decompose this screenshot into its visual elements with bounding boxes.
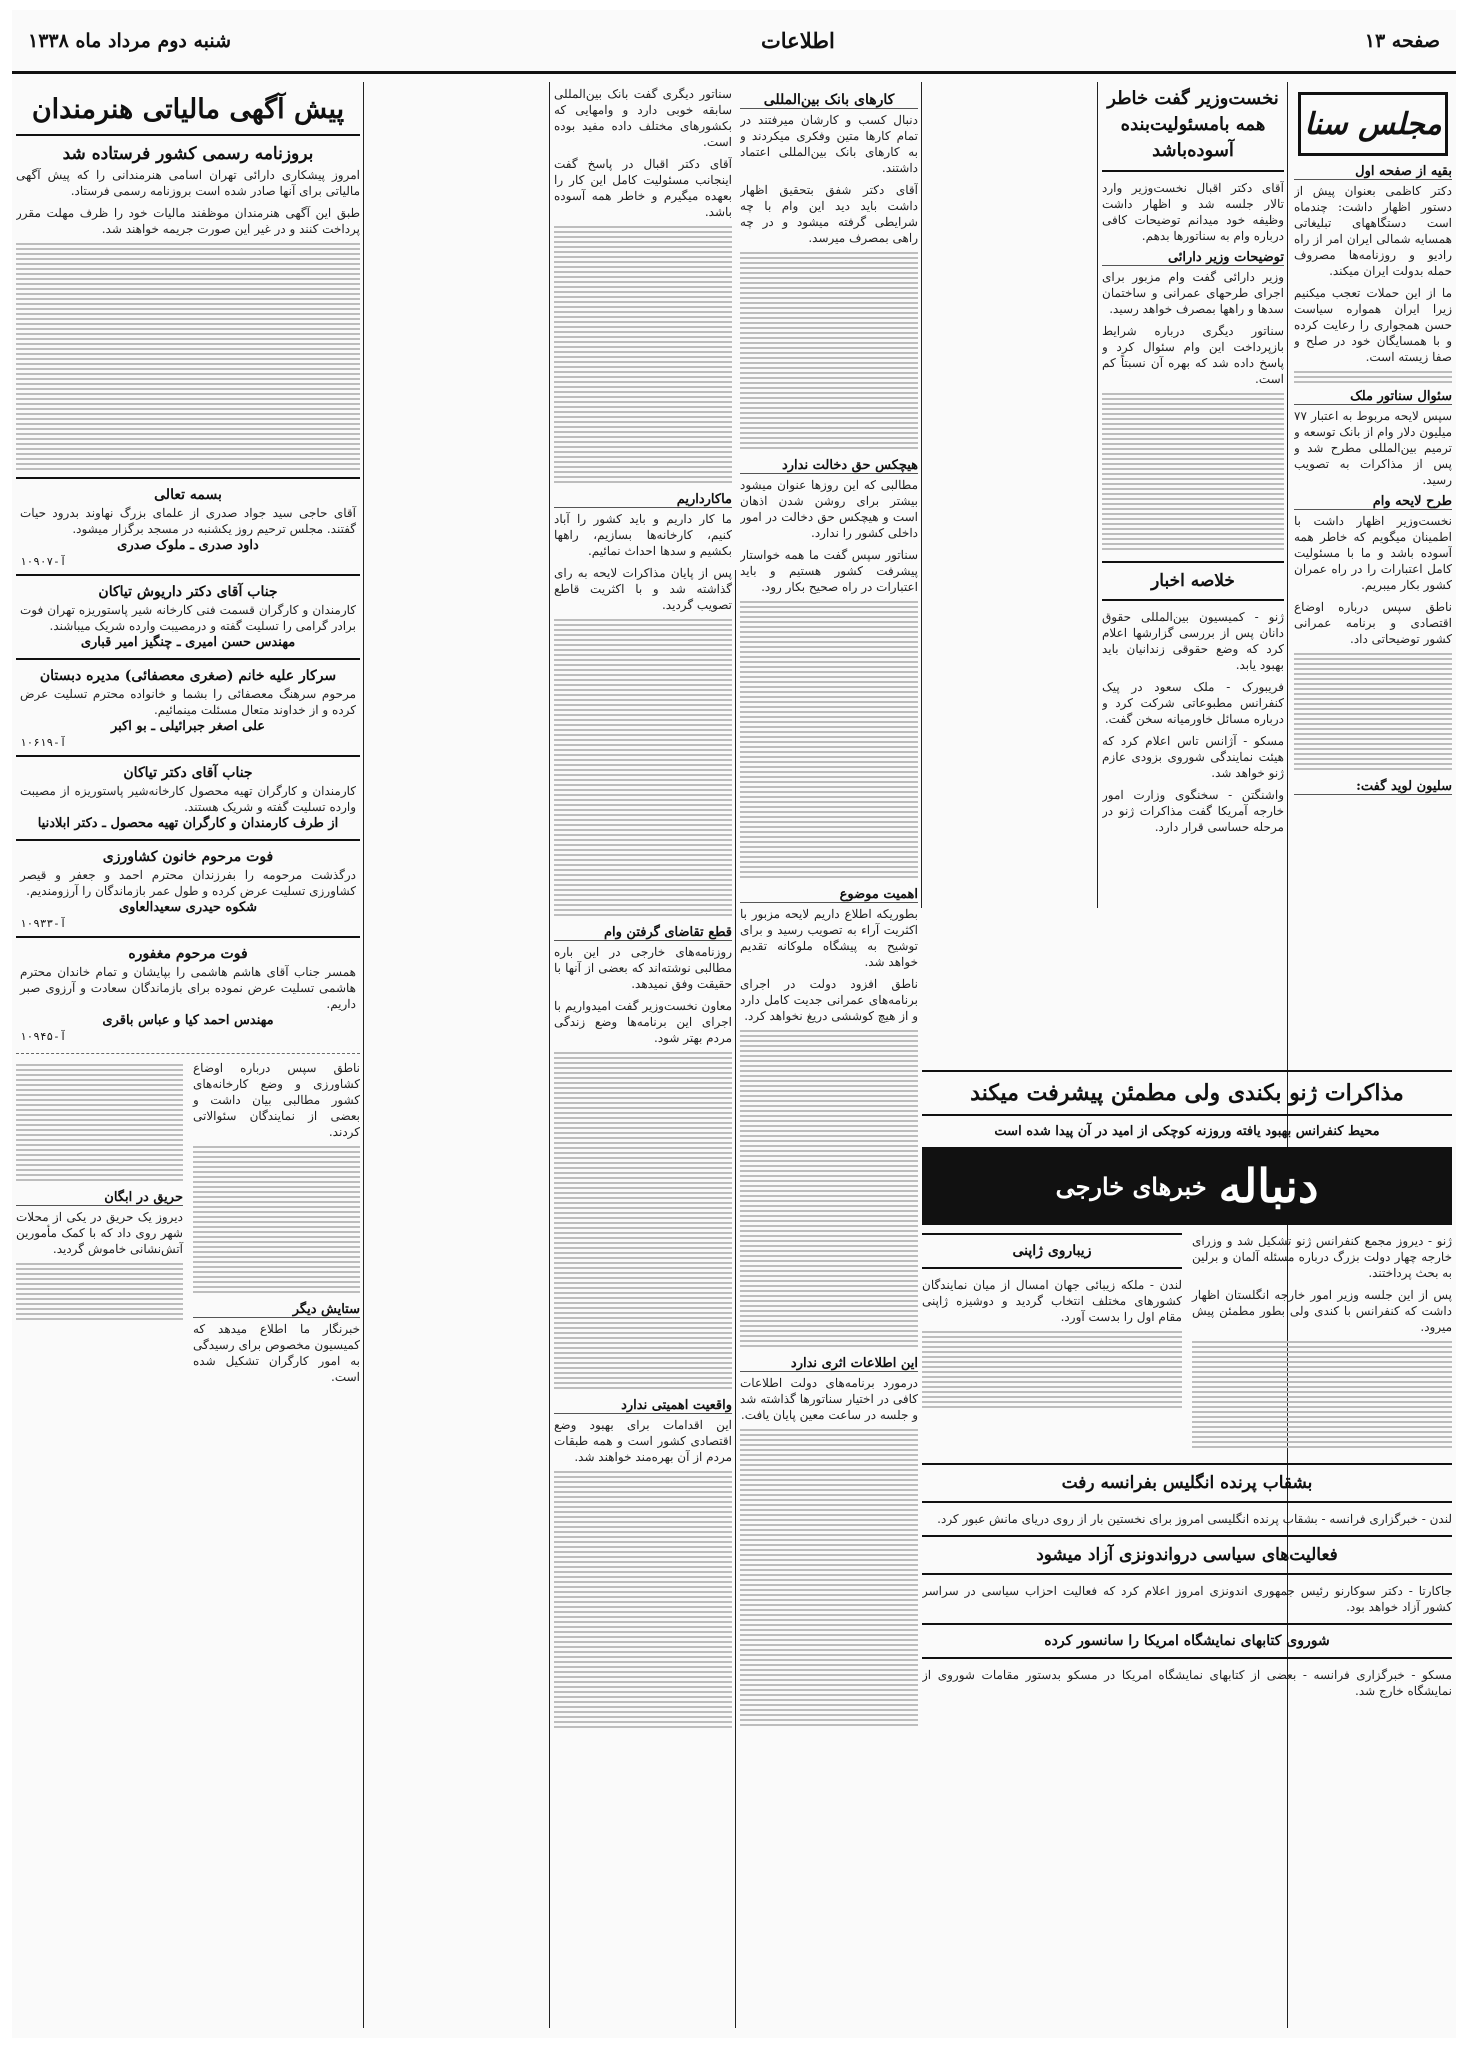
news-item: مسکو - آژانس تاس اعلام کرد که هیئت نمایندگی شوروی بزودی عازم ژنو خواهد شد.	[1102, 734, 1284, 780]
article-paragraph: پس از پایان مذاکرات لایحه به رای گذاشته شد و با اکثریت قاطع تصویب گردید.	[554, 566, 732, 612]
article-paragraph: روزنامه‌های خارجی در این باره مطالبی نوشته‌اند که بعضی از آنها با حقیقت وفق نمیدهد.	[554, 945, 732, 991]
notices-column	[16, 86, 360, 2026]
notice-signature: مهندس حسن امیری ـ چنگیز امیر قباری	[80, 635, 296, 650]
notice-code: آ-۱۰۶۱۹	[20, 736, 67, 749]
foreign-news-column	[1192, 1233, 1452, 1455]
news-item: لندن - ملکه زیبائی جهان امسال از میان نمایندگان کشورهای مختلف انتخاب گردید و دوشیزه ژاپنی مقام اول را بدست آورد.	[922, 1278, 1182, 1324]
article-paragraph: دنبال کسب و کارشان میرفتند در تمام کارها متین وفکری میکردند و به کارهای بانک بین‌المللی اعتماد داشتند.	[740, 113, 918, 175]
article-paragraph: دیروز یک حریق در یکی از محلات شهر روی داد که با کمک مأمورین آتش‌نشانی خاموش گردید.	[16, 1210, 183, 1256]
text-lines	[554, 226, 732, 486]
text-lines	[1294, 371, 1452, 383]
tax-notice-headline: پیش آگهی مالیاتی هنرمندان	[16, 86, 360, 136]
geneva-subheadline: محیط کنفرانس بهبود یافته وروزنه کوچکی از امید در آن پیدا شده است	[994, 1124, 1380, 1139]
article-paragraph: وزیر دارائی گفت وام مزبور برای اجرای طرحهای عمرانی و ساختمان سدها و راهها بمصرف خواهد رسید.	[1102, 270, 1284, 316]
notice-signature: داود صدری ـ ملوک صدری	[117, 538, 259, 553]
text-lines	[740, 1030, 918, 1350]
tax-notice-subhead: بروزنامه رسمی کشور فرستاده شد	[62, 144, 314, 164]
article-paragraph: آقای دکتر شفق بتحقیق اظهار داشت باید دید این وام با چه شرایطی گرفته میشود و در چه راهی بمصرف میرسد.	[740, 183, 918, 245]
section-subhead: ستایش دیگر	[193, 1302, 360, 1318]
section-subhead: توضیحات وزیر دارائی	[1102, 250, 1284, 266]
condolence-notice	[16, 839, 360, 934]
article-paragraph: ناطق افزود دولت در اجرای برنامه‌های عمرانی جدیت کامل دارد و از هیچ کوششی دریغ نخواهد کرد.	[740, 977, 918, 1023]
article-column	[193, 1060, 360, 1391]
article-paragraph: سناتور دیگری درباره شرایط بازپرداخت این وام سئوال کرد و پاسخ داده شد که بهره آن نسبتاً کم است.	[1102, 324, 1284, 386]
senate-logo: مجلس سنا	[1298, 92, 1448, 156]
notice-signature: شکوه حیدری سعیدالعاوی	[118, 900, 258, 915]
section-subhead: سئوال سناتور ملک	[1294, 389, 1452, 405]
notice-title: فوت مرحوم خانون کشاورزی	[102, 849, 274, 865]
news-item: لندن - خبرگزاری فرانسه - بشقاب پرنده انگلیسی امروز برای نخستین بار از روی دریای مانش عبور کرد.	[937, 1512, 1452, 1526]
section-subhead: طرح لایحه وام	[1294, 494, 1452, 510]
article-paragraph: امروز پیشکاری دارائی تهران اسامی هنرمندانی را که پیش آگهی مالیاتی برای آنها صادر شده است بروزنامه رسمی فرستاد.	[16, 168, 360, 198]
section-subhead: سلیون لوید گفت:	[1294, 779, 1452, 795]
article-column	[16, 1060, 183, 1391]
divider	[16, 1053, 360, 1054]
issue-date: شنبه دوم مرداد ماه ۱۳۳۸	[28, 29, 232, 52]
senate-debate-column	[554, 86, 732, 2026]
section-subhead: اهمیت موضوع	[740, 887, 918, 903]
newspaper-name: اطلاعات	[761, 28, 835, 53]
column-rule	[1097, 82, 1098, 908]
notice-code: آ-۱۰۹۰۷	[20, 555, 67, 568]
geneva-headline: مذاکرات ژنو بکندی ولی مطمئن پیشرفت میکند	[922, 1070, 1452, 1116]
soviet-censorship-headline: شوروی کتابهای نمایشگاه امریکا را سانسور کرده	[922, 1623, 1452, 1659]
notice-text: کارمندان و کارگران قسمت فنی کارخانه شیر پاستوریزه تهران فوت برادر گرامی را تسلیت گفته و درمصیبت وارده شریک میباشند.	[20, 603, 356, 633]
article-paragraph: درمورد برنامه‌های دولت اطلاعات کافی در اختیار سناتورها گذاشته شد و جلسه در ساعت معین پایان یافت.	[740, 1376, 918, 1422]
article-paragraph: خبرنگار ما اطلاع میدهد که کمیسیون مخصوص برای رسیدگی به امور کارگران تشکیل شده است.	[193, 1322, 360, 1384]
section-subhead: قطع تقاضای گرفتن وام	[554, 925, 732, 941]
notice-signature: علی اصغر جبرائیلی ـ بو اکبر	[110, 719, 266, 734]
article-paragraph: ما از این حملات تعجب میکنیم زیرا ایران همواره سیاست حسن همجواری را رعایت کرده و با همسایگان خود در صلح و صفا زیسته است.	[1294, 286, 1452, 364]
article-paragraph: سپس لایحه مربوط به اعتبار ۷۷ میلیون دلار وام از بانک توسعه و ترمیم بین‌المللی مطرح شد و پس از مذاکرات به تصویب رسید.	[1294, 409, 1452, 487]
notice-text: آقای حاجی سید جواد صدری از علمای بزرگ نهاوند بدرود حیات گفتند. مجلس ترحیم روز یکشنبه در مسجد برگزار میشود.	[20, 506, 356, 536]
newspaper-page	[12, 10, 1456, 2038]
article-paragraph: ناطق سپس درباره اوضاع کشاورزی و وضع کارخانه‌های کشور مطالبی بیان داشت و بعضی از نمایندگان سئوالاتی کردند.	[193, 1061, 360, 1139]
article-paragraph: آقای دکتر اقبال در پاسخ گفت اینجانب مسئولیت کامل این کار را بعهده میگیرم و خاطر همه آسوده باشد.	[554, 157, 732, 219]
article-paragraph: معاون نخست‌وزیر گفت امیدواریم با اجرای این برنامه‌ها وضع زندگی مردم بهتر شود.	[554, 999, 732, 1045]
article-paragraph: سناتور سپس گفت ما همه خواستار پیشرفت کشور هستیم و باید اعتبارات در راه صحیح بکار رود.	[740, 548, 918, 594]
article-paragraph: آقای دکتر اقبال نخست‌وزیر وارد تالار جلسه شد و اظهار داشت وظیفه خود میدانم توضیحات کافی درباره وام به سناتورها بدهم.	[1102, 181, 1284, 243]
text-lines	[740, 601, 918, 881]
condolence-notice	[16, 936, 360, 1047]
japanese-beauty-heading: زیباروی ژاپنی	[922, 1233, 1182, 1269]
foreign-news-columns	[922, 1233, 1452, 1455]
news-item: فریبورک - ملک سعود در پیک کنفرانس مطبوعاتی شرکت کرد و درباره مسائل خاورمیانه سخن گفت.	[1102, 680, 1284, 726]
notice-text: مرحوم سرهنگ معصفائی را بشما و خانواده محترم تسلیت عرض کرده و از خداوند متعال مسئلت مینمائیم.	[20, 687, 356, 717]
banner-subtitle: خبرهای خارجی	[1055, 1171, 1207, 1201]
notice-title: بسمه تعالی	[154, 487, 222, 503]
notice-code: آ-۱۰۹۴۵	[20, 1030, 67, 1043]
notice-code: آ-۱۰۹۳۳	[20, 917, 67, 930]
notice-text: کارمندان و کارگران تهیه محصول کارخانه‌شیر پاستوریزه از مصیبت وارده تسلیت گفته و شریک هستند.	[20, 784, 356, 814]
article-paragraph: بطوریکه اطلاع داریم لایحه مزبور با اکثریت آراء به تصویب رسید و برای توشیح به پیشگاه ملوکانه تقدیم خواهد شد.	[740, 907, 918, 969]
section-subhead: این اطلاعات اثری ندارد	[740, 1356, 918, 1372]
article-paragraph: ناطق سپس درباره اوضاع اقتصادی و برنامه عمرانی کشور توضیحاتی داد.	[1294, 600, 1452, 646]
article-paragraph: طبق این آگهی هنرمندان موظفند مالیات خود را ظرف مهلت مقرر پرداخت کنند و در غیر این صورت جریمه خواهند شد.	[16, 206, 360, 236]
indonesia-headline: فعالیت‌های سیاسی درواندونزی آزاد میشود	[922, 1535, 1452, 1575]
notice-title: جناب آقای دکتر تیاکان	[123, 765, 253, 781]
news-summary-heading: خلاصه اخبار	[1102, 561, 1284, 601]
senate-column	[1294, 86, 1452, 1066]
text-lines	[1294, 653, 1452, 773]
column-rule	[921, 82, 922, 908]
article-paragraph: مطالبی که این روزها عنوان میشود بیشتر برای روشن شدن اذهان است و هیچکس حق دخالت در امور داخلی کشور را ندارد.	[740, 478, 918, 540]
section-title: کارهای بانک بین‌المللی	[740, 92, 918, 109]
text-lines	[193, 1146, 360, 1296]
text-lines	[1192, 1341, 1452, 1451]
text-lines	[740, 1429, 918, 1729]
text-lines	[1102, 393, 1284, 553]
notice-signature: مهندس احمد کیا و عباس باقری	[102, 1013, 274, 1028]
bottom-articles	[16, 1060, 360, 1391]
condolence-notice	[16, 574, 360, 656]
article-paragraph: دکتر کاظمی بعنوان پیش از دستور اظهار داشت: چندماه است دستگاههای تبلیغاتی همسایه شمالی ایران امر از راه رادیو و روزنامه‌ها مصروف حمله بدولت ایران میکند.	[1294, 184, 1452, 278]
column-rule	[735, 570, 736, 2028]
column-rule	[363, 82, 364, 2028]
news-item: ژنو - کمیسیون بین‌المللی حقوق دانان پس از بررسی گزارشها اعلام کرد که وضع حقوقی زندانیان باید بهبود یابد.	[1102, 610, 1284, 672]
notice-text: همسر جناب آقای هاشم هاشمی را بپایشان و تمام خاندان محترم هاشمی تسلیت عرض نموده برای بازماندگان سعادت و آرزوی صبر داریم.	[20, 965, 356, 1011]
news-item: مسکو - خبرگزاری فرانسه - بعضی از کتابهای نمایشگاه امریکا در مسکو بدستور مقامات شوروی از نمایشگاه خارج شد.	[922, 1668, 1452, 1698]
main-headline: نخست‌وزیر گفت خاطر همه بامسئولیت‌بنده آسوده‌باشد	[1102, 86, 1284, 172]
section-subhead: ماکارداریم	[554, 492, 732, 508]
condolence-notice	[16, 477, 360, 572]
text-lines	[554, 1471, 732, 1731]
text-lines	[740, 252, 918, 452]
notice-title: جناب آقای دکتر داریوش تیاکان	[98, 584, 278, 600]
text-lines	[554, 619, 732, 919]
notice-text: درگذشت مرحومه را بفرزندان محترم احمد و جعفر و قیصر کشاورزی تسلیت عرض کرده و طول عمر بازماندگان را آرزومندیم.	[20, 868, 356, 898]
column-rule	[549, 82, 550, 2028]
foreign-news-block	[922, 1070, 1452, 2025]
news-item: واشنگتن - سخنگوی وزارت امور خارجه آمریکا گفت مذاکرات ژنو در مرحله حساسی قرار دارد.	[1102, 788, 1284, 834]
news-item: پس از این جلسه وزیر امور خارجه انگلستان اظهار داشت که کنفرانس با کندی ولی بطور مطمئن پیش میرود.	[1192, 1288, 1452, 1334]
banner-title: دنباله	[1218, 1159, 1319, 1213]
page-header	[12, 10, 1456, 74]
article-paragraph: نخست‌وزیر اظهار داشت با اطمینان میگویم که خاطر همه آسوده باشد و ما با مسئولیت کامل اعتبارات را در راه عمران کشور بکار میبریم.	[1294, 514, 1452, 592]
bank-column	[740, 86, 918, 2026]
flying-saucer-headline: بشقاب پرنده انگلیس بفرانسه رفت	[922, 1463, 1452, 1503]
condolence-notice	[16, 658, 360, 753]
foreign-news-banner	[922, 1147, 1452, 1225]
notice-title: سرکار علیه خانم (صغری معصفائی) مدیره دبستان	[39, 668, 337, 684]
news-item: جاکارتا - دکتر سوکارنو رئیس جمهوری اندونزی امروز اعلام کرد که فعالیت احزاب سیاسی در سراسر کشور آزاد خواهد بود.	[922, 1584, 1452, 1614]
text-lines	[922, 1331, 1182, 1411]
notice-title: فوت مرحوم مغفوره	[128, 946, 248, 962]
section-subhead: بقیه از صفحه اول	[1294, 164, 1452, 180]
article-paragraph: این اقدامات برای بهبود وضع اقتصادی کشور است و همه طبقات مردم از آن بهره‌مند خواهند شد.	[554, 1418, 732, 1464]
article-paragraph: ما کار داریم و باید کشور را آباد کنیم، کارخانه‌ها بسازیم، راهها بکشیم و سدها احداث نمائیم.	[554, 512, 732, 558]
foreign-news-column	[922, 1233, 1182, 1455]
text-lines	[16, 1263, 183, 1323]
text-lines	[16, 1064, 183, 1184]
notice-signature: از طرف کارمندان و کارگران تهیه محصول ـ دکتر ابلادنیا	[37, 816, 339, 831]
text-lines	[16, 243, 360, 473]
senate-continuation-column	[1102, 86, 1284, 916]
page-number: صفحه ۱۳	[1364, 29, 1440, 52]
section-subhead: حریق در ابگان	[16, 1190, 183, 1206]
section-subhead: هیچکس حق دخالت ندارد	[740, 458, 918, 474]
condolence-notice	[16, 755, 360, 837]
news-item: ژنو - دیروز مجمع کنفرانس ژنو تشکیل شد و وزرای خارجه چهار دولت بزرگ درباره مسئله آلمان و برلین به بحث پرداختند.	[1192, 1234, 1452, 1280]
section-subhead: واقعیت اهمیتی ندارد	[554, 1398, 732, 1414]
text-lines	[554, 1052, 732, 1392]
article-paragraph: سناتور دیگری گفت بانک بین‌المللی سابقه خوبی دارد و وامهایی که بکشورهای مختلف داده مفید بوده است.	[554, 87, 732, 149]
